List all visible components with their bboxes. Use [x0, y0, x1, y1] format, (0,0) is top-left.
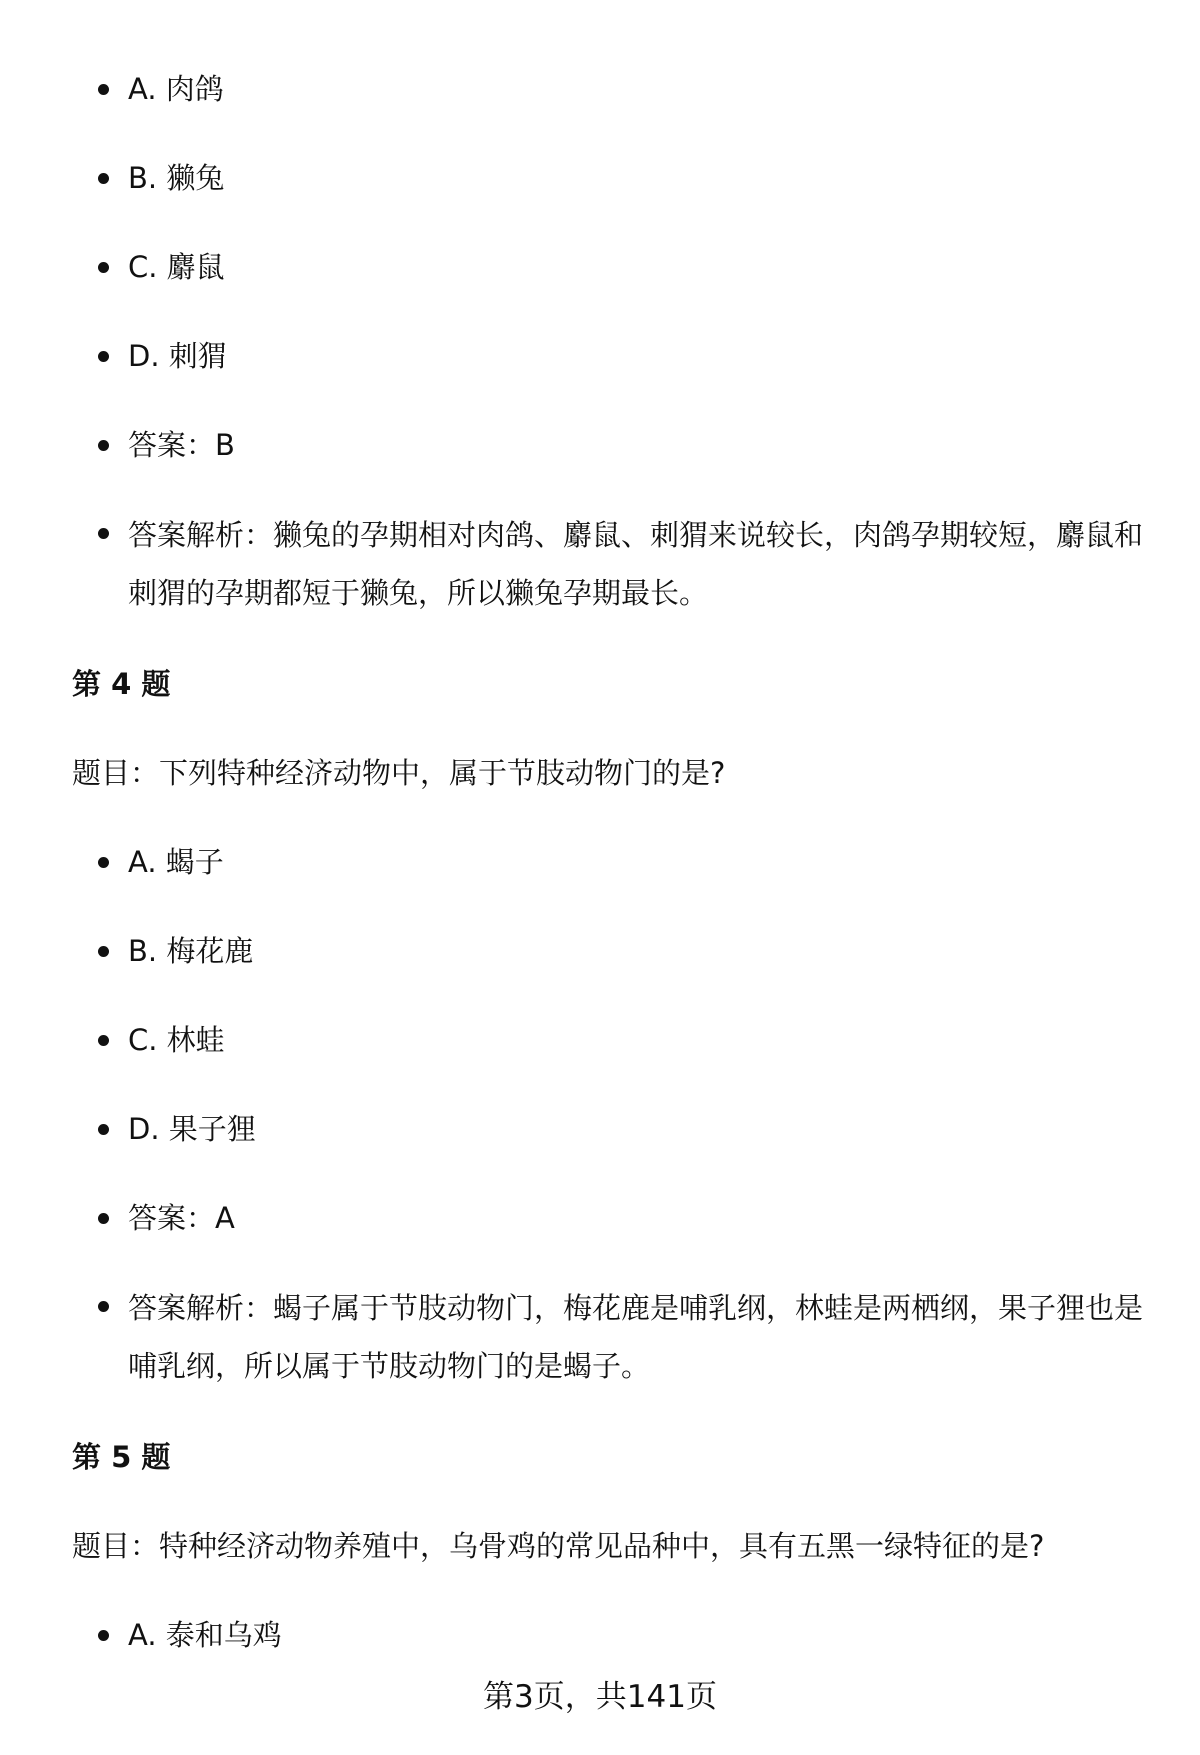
bullet-icon — [98, 528, 109, 539]
option-text: A. 蝎子 — [128, 845, 224, 879]
bullet-icon — [98, 440, 109, 451]
question-heading: 第 4 题 — [72, 667, 171, 701]
option-text: B. 梅花鹿 — [128, 934, 254, 968]
explanation-text: 答案解析：獭兔的孕期相对肉鸽、麝鼠、刺猬来说较长，肉鸽孕期较短，麝鼠和刺猬的孕期都短于獭兔，所以獭兔孕期最长。 — [128, 518, 1144, 610]
option-text: D. 刺猬 — [128, 339, 227, 373]
bullet-icon — [98, 1124, 109, 1135]
bullet-icon — [98, 1301, 109, 1312]
question-stem: 题目：下列特种经济动物中，属于节肢动物门的是? — [72, 756, 726, 790]
answer-text: 答案：B — [128, 428, 235, 462]
bullet-icon — [98, 1035, 109, 1046]
bullet-icon — [98, 1630, 109, 1641]
answer-text: 答案：A — [128, 1201, 235, 1235]
explanation-text: 答案解析：蝎子属于节肢动物门，梅花鹿是哺乳纲，林蛙是两栖纲，果子狸也是哺乳纲，所以属于节肢动物门的是蝎子。 — [128, 1291, 1144, 1383]
option-text: A. 肉鸽 — [128, 72, 224, 106]
bullet-icon — [98, 857, 109, 868]
option-text: A. 泰和乌鸡 — [128, 1618, 282, 1652]
question-heading: 第 5 题 — [72, 1440, 171, 1474]
bullet-icon — [98, 351, 109, 362]
bullet-icon — [98, 262, 109, 273]
question-stem: 题目：特种经济动物养殖中，乌骨鸡的常见品种中，具有五黑一绿特征的是? — [72, 1529, 1045, 1563]
bullet-icon — [98, 1213, 109, 1224]
bullet-icon — [98, 946, 109, 957]
page-number: 第3页，共141页 — [483, 1679, 717, 1715]
bullet-icon — [98, 173, 109, 184]
option-text: C. 林蛙 — [128, 1023, 225, 1057]
option-text: C. 麝鼠 — [128, 250, 225, 284]
option-text: D. 果子狸 — [128, 1112, 256, 1146]
option-text: B. 獭兔 — [128, 161, 225, 195]
bullet-icon — [98, 84, 109, 95]
